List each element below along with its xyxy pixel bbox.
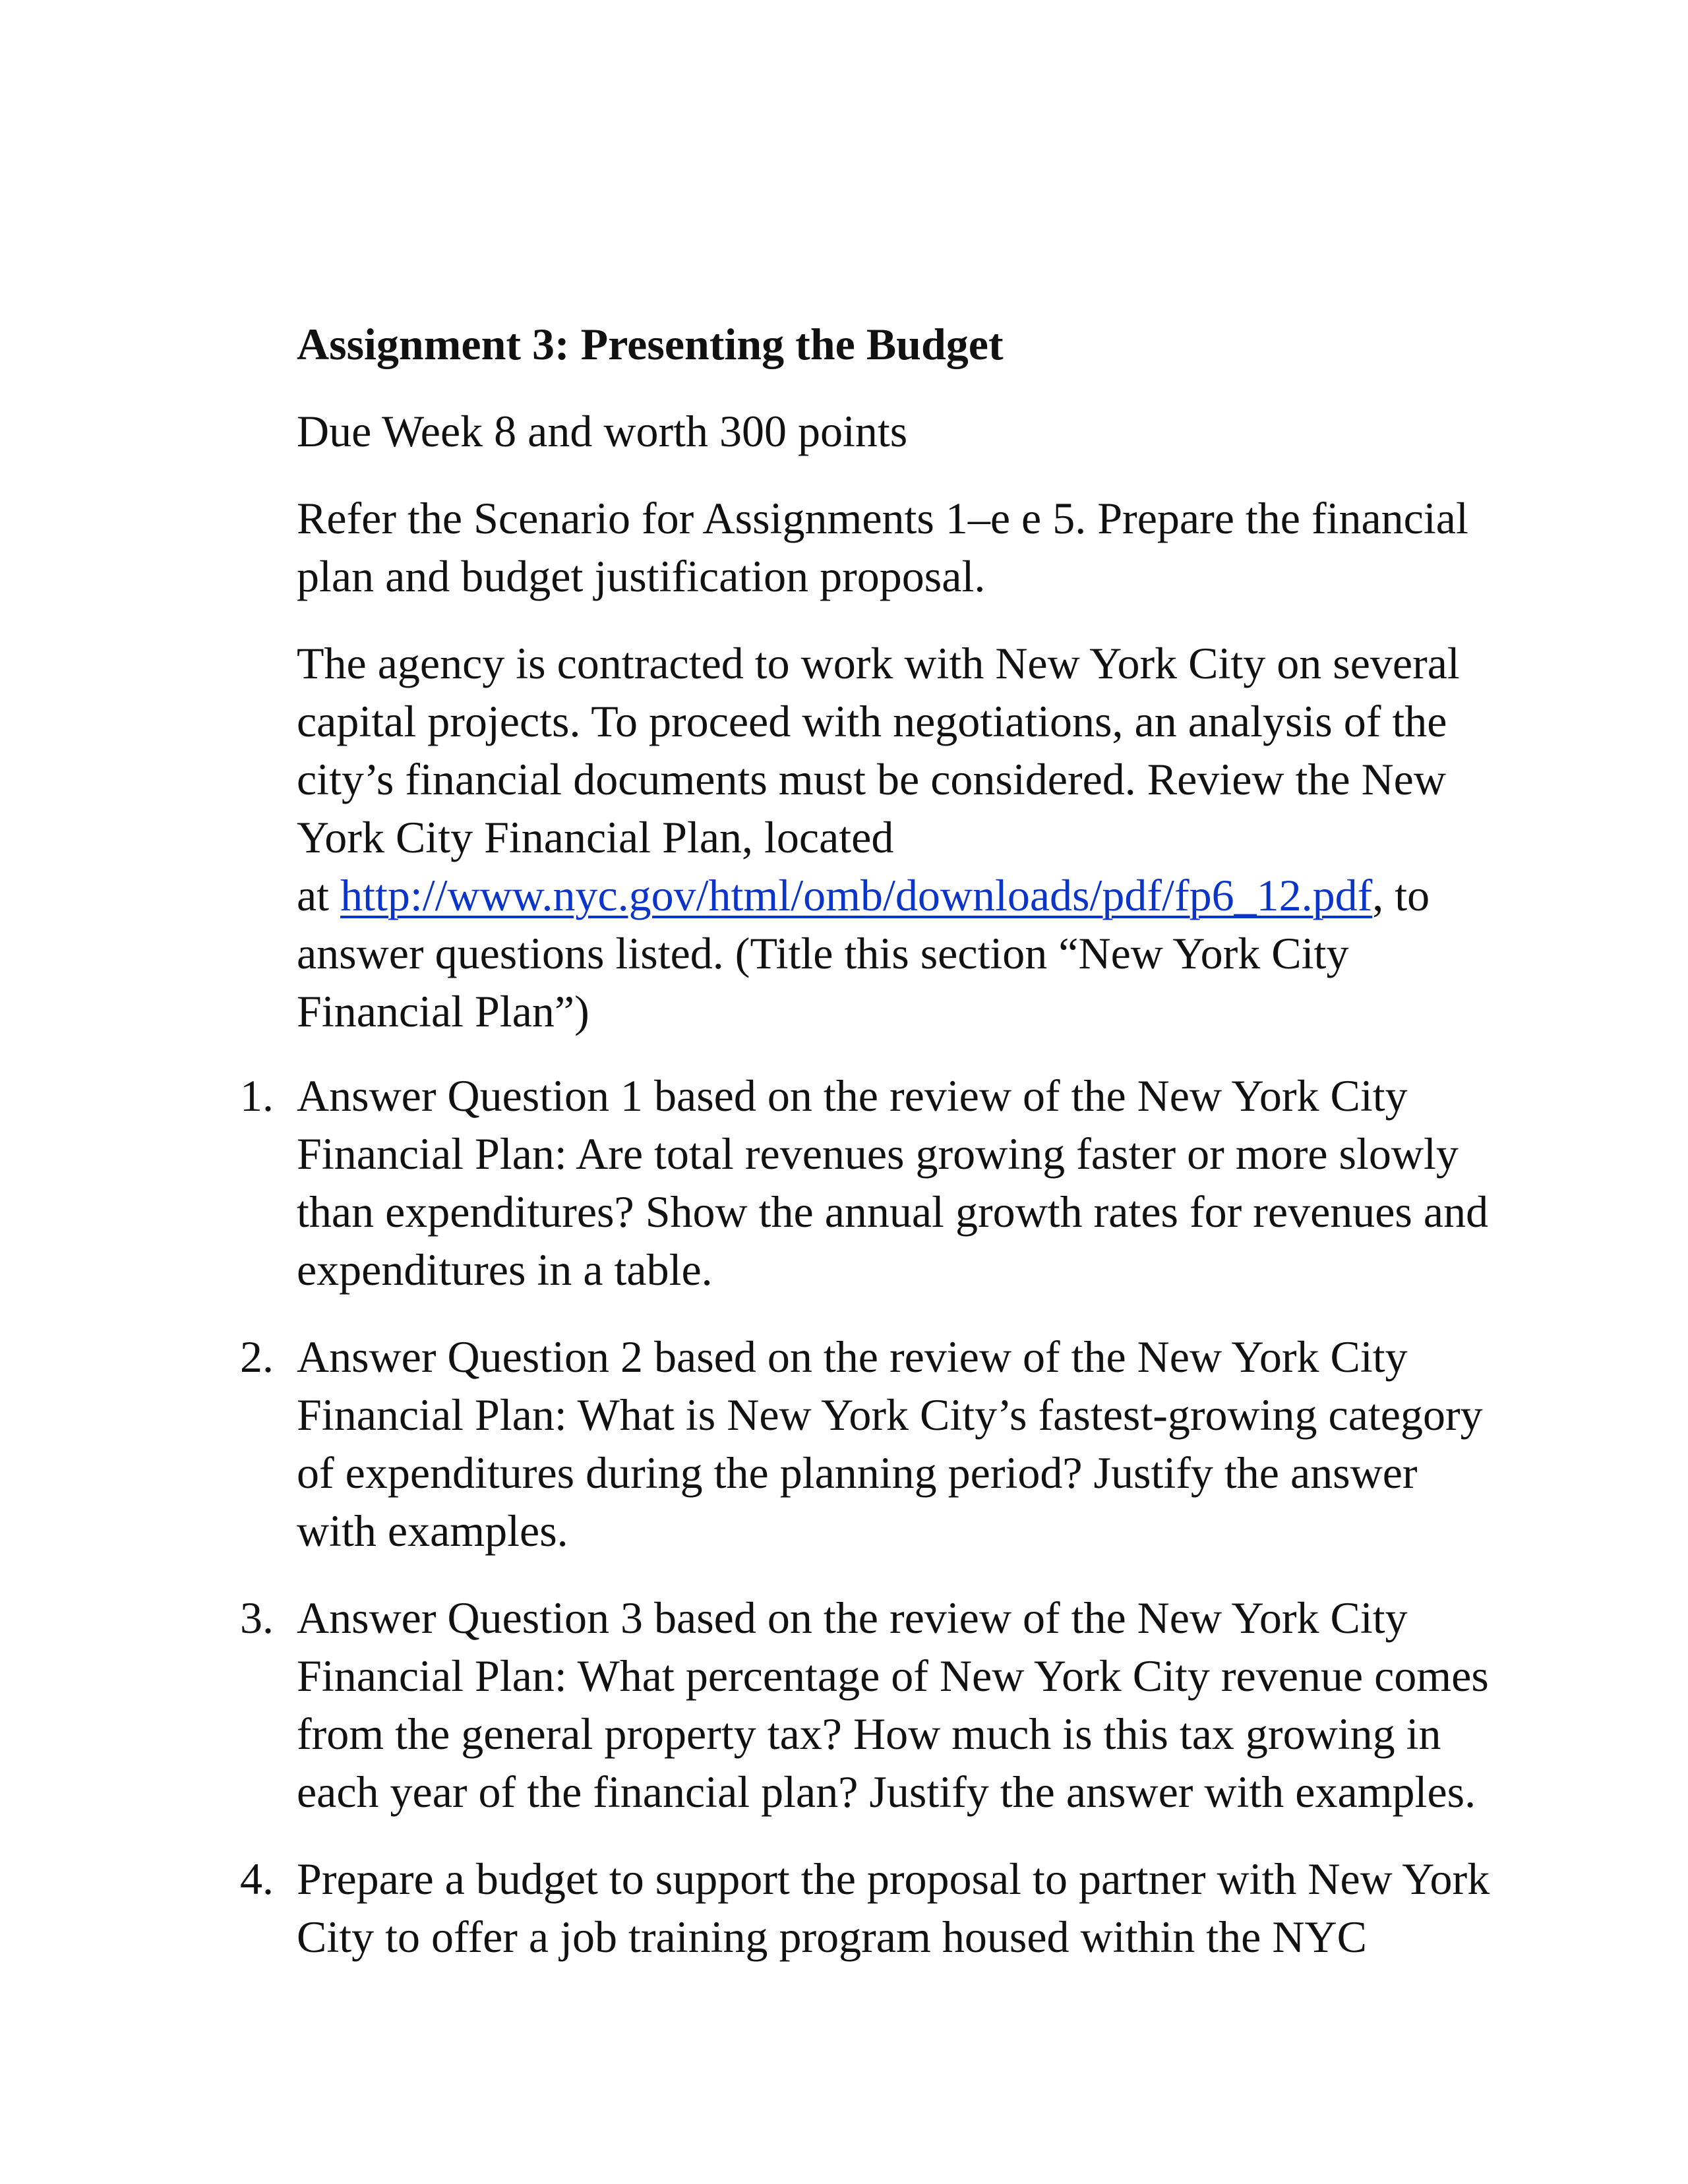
text-line: Prepare a budget to support the proposal to partner with New York bbox=[297, 1854, 1490, 1904]
refer-paragraph bbox=[297, 489, 1497, 605]
financial-plan-link[interactable]: http://www.nyc.gov/html/omb/downloads/pdf/fp6_12.pdf bbox=[340, 870, 1373, 920]
text-line: plan and budget justification proposal. bbox=[297, 551, 986, 601]
link-line bbox=[297, 866, 1497, 924]
text-line: from the general property tax? How much is this tax growing in bbox=[297, 1709, 1441, 1759]
text-line: of expenditures during the planning period? Justify the answer bbox=[297, 1448, 1418, 1498]
text-line: Financial Plan”) bbox=[297, 986, 589, 1036]
text-line: The agency is contracted to work with New York City on several bbox=[297, 638, 1460, 688]
text-line: city’s financial documents must be considered. Review the New bbox=[297, 754, 1446, 804]
text-line: Financial Plan: What percentage of New York City revenue comes bbox=[297, 1651, 1489, 1701]
text-line: Answer Question 3 based on the review of the New York City bbox=[297, 1593, 1408, 1643]
text-line: with examples. bbox=[297, 1506, 568, 1556]
text-line: answer questions listed. (Title this section “New York City bbox=[297, 928, 1349, 978]
intro-paragraph bbox=[297, 634, 1497, 1040]
list-item-number: 3. bbox=[240, 1593, 274, 1643]
at-prefix: at bbox=[297, 870, 341, 920]
after-link-text: , to bbox=[1372, 870, 1430, 920]
text-line: Answer Question 2 based on the review of the New York City bbox=[297, 1332, 1408, 1382]
text-line: Answer Question 1 based on the review of the New York City bbox=[297, 1071, 1408, 1121]
text-line: than expenditures? Show the annual growth rates for revenues and bbox=[297, 1187, 1489, 1237]
text-line: Financial Plan: Are total revenues growing faster or more slowly bbox=[297, 1129, 1459, 1179]
text-line: each year of the financial plan? Justify the answer with examples. bbox=[297, 1767, 1476, 1817]
text-line: Financial Plan: What is New York City’s fastest-growing category bbox=[297, 1390, 1483, 1440]
list-item-number: 1. bbox=[240, 1071, 274, 1121]
list-item-text bbox=[297, 1850, 1490, 1966]
text-line: expenditures in a table. bbox=[297, 1245, 713, 1295]
list-item-text bbox=[297, 1067, 1488, 1299]
text-line: capital projects. To proceed with negotiations, an analysis of the bbox=[297, 696, 1447, 746]
list-item-text bbox=[297, 1589, 1489, 1821]
text-line: Refer the Scenario for Assignments 1–e e 5. Prepare the financial bbox=[297, 493, 1468, 543]
text-line: City to offer a job training program housed within the NYC bbox=[297, 1912, 1367, 1962]
list-item-text bbox=[297, 1328, 1483, 1560]
due-date-line: Due Week 8 and worth 300 points bbox=[297, 406, 908, 456]
text-line: York City Financial Plan, located bbox=[297, 812, 894, 862]
list-item-number: 2. bbox=[240, 1332, 274, 1382]
assignment-title: Assignment 3: Presenting the Budget bbox=[297, 319, 1004, 369]
list-item-number: 4. bbox=[240, 1854, 274, 1904]
